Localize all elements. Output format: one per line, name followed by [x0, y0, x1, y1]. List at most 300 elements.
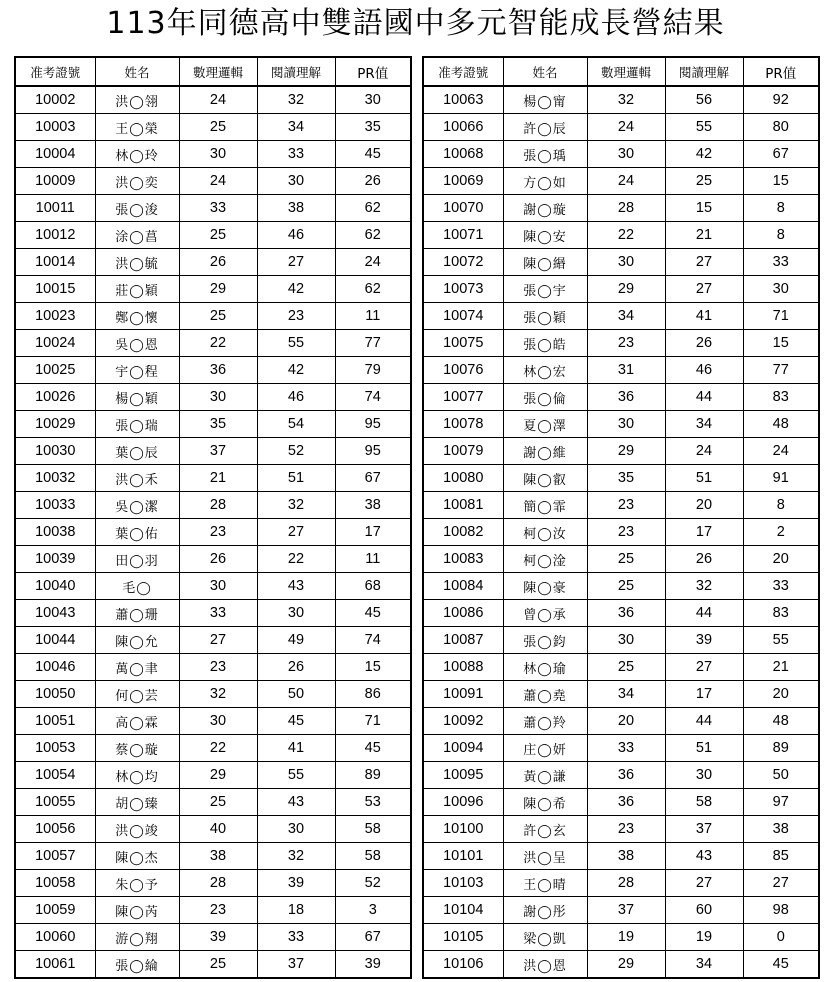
cell-reading: 32 [257, 492, 335, 519]
cell-pr: 53 [335, 789, 411, 816]
cell-reading: 30 [257, 168, 335, 195]
cell-math-logic: 25 [179, 303, 257, 330]
table-row [423, 843, 819, 870]
cell-name: 夏◯澤 [503, 411, 587, 438]
table-row [15, 627, 411, 654]
table-row [423, 816, 819, 843]
cell-name: 謝◯璇 [503, 195, 587, 222]
cell-exam-id: 10071 [423, 222, 503, 249]
cell-math-logic: 36 [587, 384, 665, 411]
cell-pr: 95 [335, 438, 411, 465]
cell-reading: 22 [257, 546, 335, 573]
cell-pr: 52 [335, 870, 411, 897]
cell-name: 林◯瑜 [503, 654, 587, 681]
cell-math-logic: 25 [179, 114, 257, 141]
table-row [15, 735, 411, 762]
header-exam-id: 准考證號 [15, 57, 95, 86]
cell-pr: 48 [743, 411, 819, 438]
table-row [15, 411, 411, 438]
table-body-left [15, 86, 411, 978]
cell-math-logic: 39 [179, 924, 257, 951]
cell-name: 張◯鈞 [503, 627, 587, 654]
cell-exam-id: 10076 [423, 357, 503, 384]
cell-name: 林◯均 [95, 762, 179, 789]
cell-pr: 33 [743, 249, 819, 276]
cell-math-logic: 27 [179, 627, 257, 654]
cell-exam-id: 10029 [15, 411, 95, 438]
cell-exam-id: 10040 [15, 573, 95, 600]
cell-pr: 89 [743, 735, 819, 762]
cell-exam-id: 10025 [15, 357, 95, 384]
cell-reading: 24 [665, 438, 743, 465]
table-row [423, 330, 819, 357]
cell-pr: 95 [335, 411, 411, 438]
cell-exam-id: 10095 [423, 762, 503, 789]
cell-exam-id: 10088 [423, 654, 503, 681]
cell-math-logic: 25 [587, 573, 665, 600]
table-row [15, 303, 411, 330]
cell-pr: 77 [743, 357, 819, 384]
cell-reading: 34 [257, 114, 335, 141]
cell-exam-id: 10084 [423, 573, 503, 600]
cell-name: 游◯翔 [95, 924, 179, 951]
cell-math-logic: 36 [587, 789, 665, 816]
cell-pr: 20 [743, 546, 819, 573]
table-row [15, 951, 411, 979]
cell-math-logic: 32 [587, 86, 665, 114]
table-row [15, 357, 411, 384]
cell-name: 陳◯安 [503, 222, 587, 249]
table-row [15, 168, 411, 195]
cell-name: 洪◯呈 [503, 843, 587, 870]
cell-exam-id: 10044 [15, 627, 95, 654]
table-row [15, 492, 411, 519]
cell-exam-id: 10075 [423, 330, 503, 357]
table-row [15, 708, 411, 735]
cell-exam-id: 10024 [15, 330, 95, 357]
cell-name: 楊◯穎 [95, 384, 179, 411]
cell-exam-id: 10053 [15, 735, 95, 762]
cell-exam-id: 10091 [423, 681, 503, 708]
cell-reading: 34 [665, 951, 743, 979]
cell-pr: 20 [743, 681, 819, 708]
cell-reading: 32 [257, 86, 335, 114]
cell-reading: 44 [665, 708, 743, 735]
cell-exam-id: 10096 [423, 789, 503, 816]
cell-math-logic: 32 [179, 681, 257, 708]
table-row [15, 843, 411, 870]
table-row [423, 573, 819, 600]
cell-pr: 80 [743, 114, 819, 141]
cell-exam-id: 10043 [15, 600, 95, 627]
cell-exam-id: 10033 [15, 492, 95, 519]
table-row [15, 86, 411, 114]
cell-reading: 43 [665, 843, 743, 870]
cell-reading: 52 [257, 438, 335, 465]
cell-name: 陳◯緡 [503, 249, 587, 276]
cell-reading: 50 [257, 681, 335, 708]
cell-exam-id: 10012 [15, 222, 95, 249]
table-row [423, 951, 819, 979]
table-row [423, 600, 819, 627]
cell-math-logic: 25 [587, 654, 665, 681]
cell-name: 何◯芸 [95, 681, 179, 708]
cell-exam-id: 10032 [15, 465, 95, 492]
cell-reading: 25 [665, 168, 743, 195]
cell-exam-id: 10101 [423, 843, 503, 870]
cell-pr: 62 [335, 276, 411, 303]
cell-exam-id: 10100 [423, 816, 503, 843]
cell-name: 張◯瑞 [95, 411, 179, 438]
table-row [423, 870, 819, 897]
cell-pr: 71 [743, 303, 819, 330]
cell-reading: 51 [257, 465, 335, 492]
cell-pr: 15 [743, 330, 819, 357]
table-row [15, 384, 411, 411]
cell-reading: 27 [257, 249, 335, 276]
cell-math-logic: 38 [179, 843, 257, 870]
cell-exam-id: 10015 [15, 276, 95, 303]
cell-pr: 83 [743, 384, 819, 411]
cell-pr: 92 [743, 86, 819, 114]
cell-pr: 2 [743, 519, 819, 546]
cell-exam-id: 10002 [15, 86, 95, 114]
cell-name: 洪◯恩 [503, 951, 587, 979]
cell-reading: 21 [665, 222, 743, 249]
header-row [423, 57, 819, 86]
cell-math-logic: 31 [587, 357, 665, 384]
cell-exam-id: 10087 [423, 627, 503, 654]
cell-pr: 71 [335, 708, 411, 735]
cell-name: 陳◯豪 [503, 573, 587, 600]
cell-exam-id: 10059 [15, 897, 95, 924]
table-row [15, 600, 411, 627]
cell-math-logic: 28 [179, 870, 257, 897]
table-row [15, 816, 411, 843]
cell-reading: 58 [665, 789, 743, 816]
table-row [423, 627, 819, 654]
cell-reading: 37 [665, 816, 743, 843]
cell-math-logic: 37 [179, 438, 257, 465]
table-row [15, 654, 411, 681]
cell-name: 蕭◯珊 [95, 600, 179, 627]
cell-exam-id: 10055 [15, 789, 95, 816]
cell-name: 吳◯潔 [95, 492, 179, 519]
cell-reading: 42 [257, 276, 335, 303]
cell-math-logic: 34 [587, 681, 665, 708]
cell-math-logic: 29 [587, 276, 665, 303]
cell-math-logic: 30 [587, 411, 665, 438]
cell-name: 梁◯凱 [503, 924, 587, 951]
cell-name: 謝◯維 [503, 438, 587, 465]
cell-math-logic: 20 [587, 708, 665, 735]
cell-exam-id: 10011 [15, 195, 95, 222]
cell-name: 王◯晴 [503, 870, 587, 897]
cell-exam-id: 10081 [423, 492, 503, 519]
cell-pr: 67 [335, 465, 411, 492]
cell-math-logic: 35 [587, 465, 665, 492]
table-row [15, 276, 411, 303]
table-row [15, 330, 411, 357]
cell-reading: 42 [257, 357, 335, 384]
cell-pr: 15 [335, 654, 411, 681]
cell-name: 林◯玲 [95, 141, 179, 168]
cell-pr: 8 [743, 195, 819, 222]
cell-reading: 26 [257, 654, 335, 681]
cell-reading: 55 [665, 114, 743, 141]
cell-math-logic: 23 [587, 330, 665, 357]
cell-name: 涂◯菖 [95, 222, 179, 249]
table-row [15, 573, 411, 600]
cell-math-logic: 35 [179, 411, 257, 438]
cell-exam-id: 10004 [15, 141, 95, 168]
table-row [423, 195, 819, 222]
cell-pr: 62 [335, 222, 411, 249]
cell-name: 萬◯聿 [95, 654, 179, 681]
cell-exam-id: 10063 [423, 86, 503, 114]
table-row [15, 897, 411, 924]
cell-pr: 0 [743, 924, 819, 951]
table-row [423, 897, 819, 924]
cell-exam-id: 10072 [423, 249, 503, 276]
cell-reading: 39 [665, 627, 743, 654]
cell-pr: 83 [743, 600, 819, 627]
cell-pr: 8 [743, 222, 819, 249]
cell-math-logic: 23 [587, 492, 665, 519]
cell-math-logic: 33 [587, 735, 665, 762]
cell-math-logic: 25 [587, 546, 665, 573]
cell-pr: 74 [335, 384, 411, 411]
cell-reading: 15 [665, 195, 743, 222]
cell-pr: 33 [743, 573, 819, 600]
cell-math-logic: 36 [587, 600, 665, 627]
cell-pr: 45 [335, 600, 411, 627]
cell-pr: 21 [743, 654, 819, 681]
table-row [15, 438, 411, 465]
cell-name: 簡◯霏 [503, 492, 587, 519]
cell-name: 張◯倫 [503, 384, 587, 411]
cell-exam-id: 10003 [15, 114, 95, 141]
cell-reading: 23 [257, 303, 335, 330]
table-row [423, 924, 819, 951]
cell-name: 王◯榮 [95, 114, 179, 141]
cell-name: 朱◯予 [95, 870, 179, 897]
cell-reading: 51 [665, 465, 743, 492]
cell-math-logic: 30 [587, 627, 665, 654]
cell-pr: 8 [743, 492, 819, 519]
cell-pr: 15 [743, 168, 819, 195]
cell-name: 張◯皓 [503, 330, 587, 357]
cell-reading: 30 [257, 600, 335, 627]
cell-reading: 42 [665, 141, 743, 168]
results-table-right [422, 56, 820, 979]
cell-math-logic: 28 [587, 195, 665, 222]
cell-name: 葉◯佑 [95, 519, 179, 546]
cell-reading: 46 [257, 222, 335, 249]
cell-exam-id: 10057 [15, 843, 95, 870]
cell-pr: 86 [335, 681, 411, 708]
cell-math-logic: 22 [587, 222, 665, 249]
cell-math-logic: 29 [179, 276, 257, 303]
cell-name: 庄◯妍 [503, 735, 587, 762]
cell-pr: 85 [743, 843, 819, 870]
cell-reading: 55 [257, 762, 335, 789]
cell-pr: 89 [335, 762, 411, 789]
cell-math-logic: 22 [179, 330, 257, 357]
table-row [423, 708, 819, 735]
cell-math-logic: 26 [179, 546, 257, 573]
cell-math-logic: 28 [587, 870, 665, 897]
cell-reading: 32 [257, 843, 335, 870]
cell-exam-id: 10078 [423, 411, 503, 438]
cell-reading: 17 [665, 681, 743, 708]
table-row [423, 492, 819, 519]
cell-exam-id: 10077 [423, 384, 503, 411]
cell-reading: 43 [257, 573, 335, 600]
table-row [423, 762, 819, 789]
cell-reading: 30 [257, 816, 335, 843]
cell-pr: 39 [335, 951, 411, 979]
cell-math-logic: 28 [179, 492, 257, 519]
header-reading: 閱讀理解 [665, 57, 743, 86]
cell-reading: 54 [257, 411, 335, 438]
cell-pr: 58 [335, 843, 411, 870]
cell-exam-id: 10058 [15, 870, 95, 897]
cell-pr: 97 [743, 789, 819, 816]
cell-math-logic: 23 [179, 897, 257, 924]
cell-reading: 46 [257, 384, 335, 411]
cell-math-logic: 24 [587, 168, 665, 195]
cell-math-logic: 30 [179, 384, 257, 411]
header-reading: 閱讀理解 [257, 57, 335, 86]
cell-pr: 38 [335, 492, 411, 519]
header-name: 姓名 [503, 57, 587, 86]
table-row [15, 114, 411, 141]
cell-pr: 3 [335, 897, 411, 924]
cell-exam-id: 10079 [423, 438, 503, 465]
cell-math-logic: 29 [179, 762, 257, 789]
results-table-left [14, 56, 412, 979]
cell-exam-id: 10092 [423, 708, 503, 735]
cell-name: 田◯羽 [95, 546, 179, 573]
table-row [15, 870, 411, 897]
table-row [423, 465, 819, 492]
cell-reading: 41 [665, 303, 743, 330]
cell-math-logic: 30 [179, 141, 257, 168]
cell-pr: 24 [335, 249, 411, 276]
cell-name: 陳◯希 [503, 789, 587, 816]
table-row [423, 519, 819, 546]
cell-name: 吳◯恩 [95, 330, 179, 357]
header-pr: PR值 [335, 57, 411, 86]
cell-math-logic: 25 [179, 951, 257, 979]
cell-name: 方◯如 [503, 168, 587, 195]
cell-pr: 68 [335, 573, 411, 600]
cell-math-logic: 36 [587, 762, 665, 789]
cell-pr: 45 [335, 735, 411, 762]
cell-reading: 26 [665, 546, 743, 573]
cell-pr: 11 [335, 546, 411, 573]
table-row [423, 384, 819, 411]
header-pr: PR值 [743, 57, 819, 86]
cell-pr: 55 [743, 627, 819, 654]
cell-name: 張◯浚 [95, 195, 179, 222]
cell-reading: 37 [257, 951, 335, 979]
cell-math-logic: 25 [179, 789, 257, 816]
cell-exam-id: 10050 [15, 681, 95, 708]
table-row [423, 438, 819, 465]
cell-exam-id: 10060 [15, 924, 95, 951]
cell-pr: 91 [743, 465, 819, 492]
cell-name: 毛◯ [95, 573, 179, 600]
cell-pr: 79 [335, 357, 411, 384]
cell-pr: 30 [743, 276, 819, 303]
cell-exam-id: 10086 [423, 600, 503, 627]
cell-reading: 38 [257, 195, 335, 222]
cell-reading: 46 [665, 357, 743, 384]
cell-name: 林◯宏 [503, 357, 587, 384]
cell-name: 洪◯竣 [95, 816, 179, 843]
cell-name: 謝◯彤 [503, 897, 587, 924]
cell-reading: 56 [665, 86, 743, 114]
cell-name: 陳◯芮 [95, 897, 179, 924]
cell-math-logic: 33 [179, 195, 257, 222]
table-row [15, 222, 411, 249]
cell-name: 高◯霖 [95, 708, 179, 735]
cell-name: 蕭◯堯 [503, 681, 587, 708]
table-row [15, 519, 411, 546]
cell-math-logic: 34 [587, 303, 665, 330]
cell-exam-id: 10082 [423, 519, 503, 546]
cell-reading: 45 [257, 708, 335, 735]
cell-exam-id: 10094 [423, 735, 503, 762]
cell-pr: 67 [335, 924, 411, 951]
cell-exam-id: 10061 [15, 951, 95, 979]
cell-name: 洪◯毓 [95, 249, 179, 276]
cell-math-logic: 23 [179, 519, 257, 546]
cell-reading: 43 [257, 789, 335, 816]
cell-pr: 50 [743, 762, 819, 789]
cell-reading: 55 [257, 330, 335, 357]
cell-reading: 41 [257, 735, 335, 762]
table-row [423, 276, 819, 303]
table-row [15, 141, 411, 168]
cell-reading: 60 [665, 897, 743, 924]
cell-reading: 27 [665, 654, 743, 681]
cell-pr: 77 [335, 330, 411, 357]
cell-reading: 27 [257, 519, 335, 546]
table-body-right [423, 86, 819, 978]
cell-pr: 17 [335, 519, 411, 546]
cell-reading: 20 [665, 492, 743, 519]
cell-exam-id: 10026 [15, 384, 95, 411]
page-title: 113年同德高中雙語國中多元智能成長營結果 [106, 6, 725, 41]
cell-exam-id: 10105 [423, 924, 503, 951]
header-row [15, 57, 411, 86]
cell-pr: 26 [335, 168, 411, 195]
cell-exam-id: 10066 [423, 114, 503, 141]
cell-name: 張◯穎 [503, 303, 587, 330]
cell-math-logic: 23 [179, 654, 257, 681]
cell-exam-id: 10083 [423, 546, 503, 573]
cell-pr: 67 [743, 141, 819, 168]
cell-pr: 45 [335, 141, 411, 168]
cell-name: 蕭◯羚 [503, 708, 587, 735]
cell-math-logic: 30 [179, 573, 257, 600]
cell-name: 柯◯汝 [503, 519, 587, 546]
cell-reading: 51 [665, 735, 743, 762]
table-row [15, 924, 411, 951]
